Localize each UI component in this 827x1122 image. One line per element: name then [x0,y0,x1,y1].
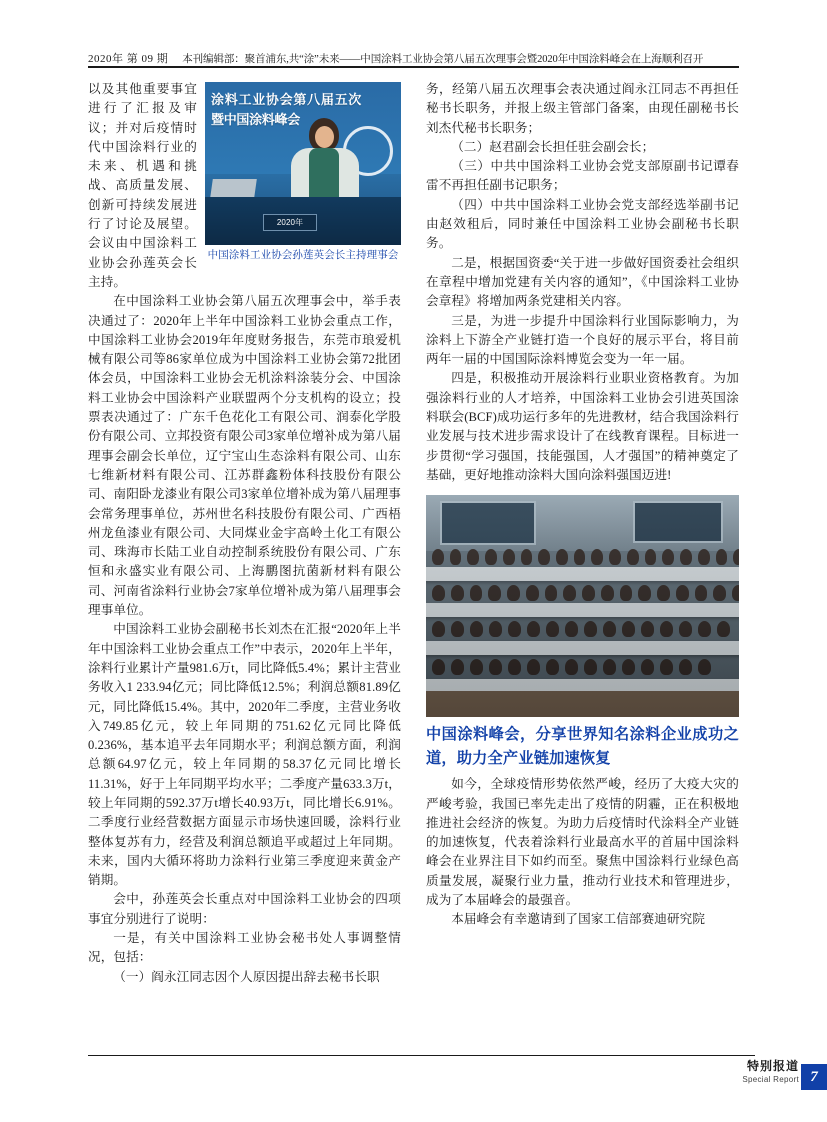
paragraph: （四）中共中国涂料工业协会党支部经选举副书记由赵效租后，同时兼任中国涂料工业协会副秘书长职务。 [426,197,739,251]
figure-conference-audience [426,495,739,717]
figure-conference-speaker [205,82,401,263]
left-column [88,80,401,987]
paragraph: 中国涂料工业协会副秘书长刘杰在汇报“2020年上半年中国涂料工业协会重点工作”中表示，2020年上半年，涂料行业累计产量981.6万t，同比降低5.4%；累计主营业务收入1 233.94亿元；同比降低12.5%；利润总额81.89亿元，同比降低15.4%。其中，2020年二季度，主营业务收入749.85亿元，较上年同期的751.62亿元同比降低0.236%，基本追平去年同期水平；利润总额方面，利润总额64.97亿元，较上年同期的58.37亿元同比增长11.31%，好于上年同期平均水平；二季度产量633.3万t，较上年同期的592.37万t增长40.93万t，同比增长6.91%。二季度行业经营数据方面显示市场快速回暖，涂料行业整体复苏有力，经营及利润总额追平或超过上年同期。未来，国内大循环将助力涂料行业第三季度迎来黄金产销期。 [88,622,401,888]
paragraph: （一）阎永江同志因个人原因提出辞去秘书长职 [113,969,380,984]
paragraph: 以及其他重要事宜进行了汇报及审议；并对后疫情时代中国涂料行业的未来、机遇和挑战、高质量发展、创新可持续发展进行了讨论及展望。会议由中国涂料工业协会孙莲英会长主持。 [88,82,197,289]
footer-section-label [742,1060,799,1086]
paragraph: （二）赵君副会长担任驻会副会长； [451,139,655,154]
paragraph: 三是，为进一步提升中国涂料行业国际影响力，为涂料上下游全产业链打造一个良好的展示平台，将目前两年一届的中国国际涂料博览会变为一年一届。 [426,313,739,367]
paragraph: 在中国涂料工业协会第八届五次理事会中，举手表决通过了：2020年上半年中国涂料工业协会重点工作，中国涂料工业协会2019年年度财务报告，东莞市琅爱机械有限公司等86家单位成为中国涂料工业协会第72批团体会员，中国涂料工业协会无机涂料涂装分会、中国涂料工业协会中国涂料产业联盟两个分支机构的设立；投票表决通过了：广东千色花化工有限公司、润泰化学股份有限公司、立邦投资有限公司3家单位增补成为第八届理事会副会长单位，辽宁宝山生态涂料有限公司、山东七维新材料有限公司、江苏群鑫粉体科技股份有限公司、南阳卧龙漆业有限公司3家单位增补成为第八届理事会常务理事单位，苏州世名科技股份有限公司、广西梧州龙鱼漆业有限公司、大同煤业金宇高岭土化工有限公司、珠海市长陆工业自动控制系统股份有限公司、广东恒和永盛实业有限公司、上海鹏图抗菌新材料有限公司、河南省涂料行业协会7家单位增补成为第八届理事会理事单位。 [88,294,401,618]
photo-speaker-face [315,126,334,148]
paragraph: 本届峰会有幸邀请到了国家工信部赛迪研究院 [451,912,706,927]
section-heading: 中国涂料峰会，分享世界知名涂料企业成功之道，助力全产业链加速恢复 [426,726,739,768]
header-divider [88,66,739,68]
paragraph: 二是，根据国资委“关于进一步做好国资委社会组织在章程中增加党建有关内容的通知”，《中国涂料工业协会章程》将增加两条党建相关内容。 [426,255,739,309]
paragraph: （三）中共中国涂料工业协会党支部原副书记谭春雷不再担任副书记职务； [426,159,739,193]
photo-speaker [205,82,401,245]
photo-podium-label: 2020年 [263,214,317,231]
paragraph: 四是，积极推动开展涂料行业职业资格教育。为加强涂料行业的人才培养，中国涂料工业协会引进英国涂料联会(BCF)成功运行多年的先进教材，结合我国涂料行业发展与技术进步需求设计了在线教育课程。目标进一步贯彻“学习强国，技能强国，人才强国”的精神奠定了基础，更好地推动涂料大国向涂料强国迈进! [426,371,739,482]
page-header [88,42,739,66]
right-column [426,80,739,930]
footer-label-cn: 特别报道 [746,1059,799,1073]
photo-audience [426,495,739,717]
footer-label-en: Special Report [742,1075,799,1084]
paragraph: 务，经第八届五次理事会表决通过阎永江同志不再担任秘书长职务，并报上级主管部门备案，由现任副秘书长刘杰代秘书长职务； [426,82,739,135]
issue-label: 2020年 第 09 期 [88,53,169,65]
photo-banner-text: 涂料工业协会第八届五次 暨中国涂料峰会 [211,92,361,127]
paragraph: 一是，有关中国涂料工业协会秘书处人事调整情况，包括： [88,931,401,965]
photo-shading [426,495,739,717]
paragraph: 会中，孙莲英会长重点对中国涂料工业协会的四项事宜分别进行了说明： [88,892,401,926]
running-title: 本刊编辑部：聚首浦东,共“涂”未来——中国涂料工业协会第八届五次理事会暨2020年中国涂料峰会在上海顺利召开 [182,54,704,65]
paragraph: 如今，全球疫情形势依然严峻，经历了大疫大灾的严峻考验，我国已率先走出了疫情的阴霾，正在积极地推进社会经济的恢复。为助力后疫情时代涂料全产业链的加速恢复，代表着涂料行业最高水平的首届中国涂料峰会在业界注目下如约而至。聚焦中国涂料行业绿色高质量发展，凝聚行业力量，推动行业技术和管理进步，成为了本届峰会的最强音。 [426,777,739,908]
footer-divider [88,1055,755,1056]
figure-caption: 中国涂料工业协会孙莲英会长主持理事会 [207,249,399,261]
page-number: 7 [801,1064,827,1090]
